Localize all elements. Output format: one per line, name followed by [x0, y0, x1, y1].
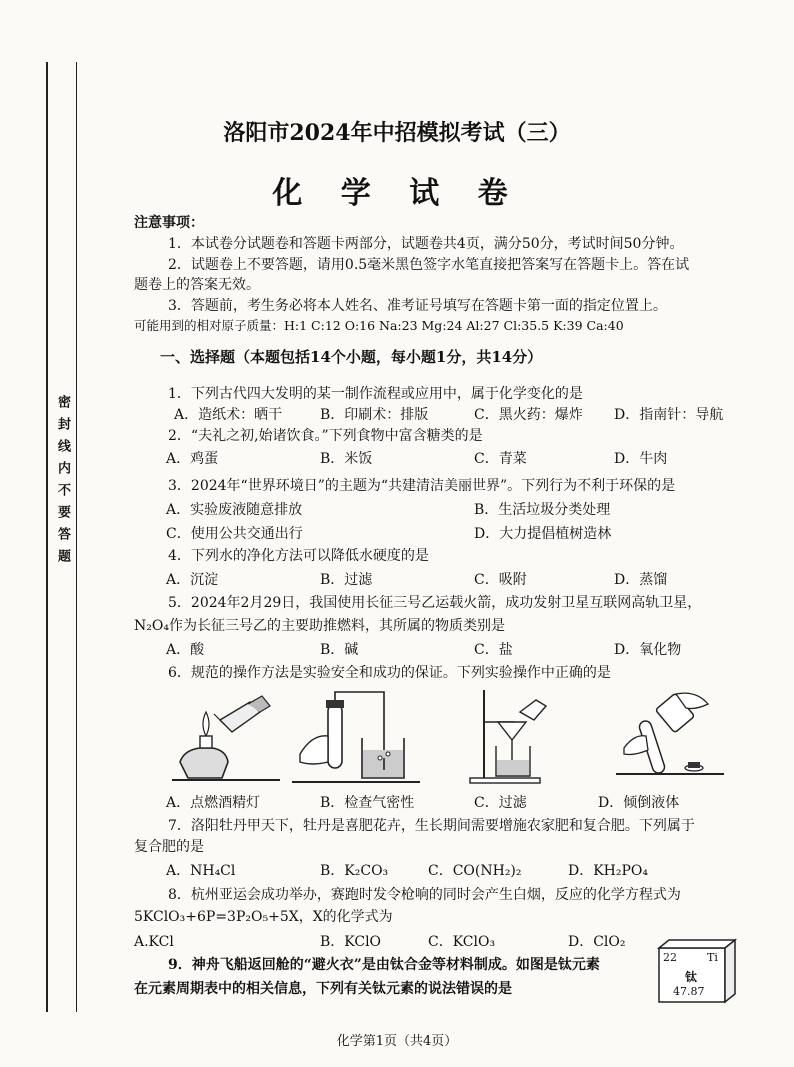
q3-option-b: B．生活垃圾分类处理: [474, 502, 611, 518]
q4-option-a: A．沉淀: [166, 572, 219, 588]
q2-stem: 2．“夫礼之初,始诸饮食。”下列食物中富含糖类的是: [168, 428, 483, 444]
q7-option-d: D．KH₂PO₄: [568, 863, 649, 879]
q8-option-d: D．ClO₂: [568, 934, 626, 950]
q1-option-b: B．印刷术：排版: [320, 407, 429, 423]
q7-stem-line1: 7．洛阳牡丹甲天下，牡丹是喜肥花卉，生长期间需要增施农家肥和复合肥。下列属于: [168, 818, 695, 834]
q8-stem-line2: 5KClO₃+6P=3P₂O₅+5X，X的化学式为: [134, 909, 393, 925]
q4-stem: 4．下列水的净化方法可以降低水硬度的是: [168, 548, 429, 564]
q5-option-d: D．氧化物: [614, 642, 682, 658]
q5-stem-line2: N₂O₄作为长征三号乙的主要助推燃料，其所属的物质类别是: [134, 618, 505, 634]
q8-option-c: C．KClO₃: [428, 934, 496, 950]
q6-option-c: C．过滤: [474, 795, 527, 811]
q2-option-c: C．青菜: [474, 451, 527, 467]
q1-option-c: C．黑火药：爆炸: [474, 407, 583, 423]
q5-option-a: A．酸: [166, 642, 205, 658]
exam-title: 洛阳市2024年中招模拟考试（三）: [223, 120, 571, 146]
figure-filtration: [462, 686, 562, 786]
binding-margin-notice: 密封线内不要答题: [55, 395, 70, 571]
q5-option-c: C．盐: [474, 642, 513, 658]
q5-stem-line1: 5．2024年2月29日，我国使用长征三号乙运载火箭，成功发射卫星互联网高轨卫星，: [168, 595, 702, 611]
q4-option-b: B．过滤: [320, 572, 373, 588]
figure-light-alcohol-lamp: [170, 690, 290, 786]
q6-option-a: A．点燃酒精灯: [166, 795, 261, 811]
q1-option-d: D．指南针：导航: [614, 407, 724, 423]
subject-title: 化 学 试 卷: [272, 176, 522, 211]
q7-option-b: B．K₂CO₃: [320, 863, 389, 879]
q7-stem-line2: 复合肥的是: [134, 839, 204, 855]
q9-stem-line1: 9．神舟飞船返回舱的“避火衣”是由钛合金等材料制成。如图是钛元素: [168, 957, 600, 973]
notice-item-3: 3．答题前，考生务必将本人姓名、准考证号填写在答题卡第一面的指定位置上。: [168, 298, 667, 314]
q2-option-b: B．米饭: [320, 451, 373, 467]
q4-option-d: D．蒸馏: [614, 572, 668, 588]
notice-item-1: 1．本试卷分试题卷和答题卡两部分，试题卷共4页，满分50分，考试时间50分钟。: [168, 236, 684, 252]
notice-item-2: 2．试题卷上不要答题，请用0.5毫米黑色签字水笔直接把答案写在答题卡上。答在试: [168, 257, 690, 273]
element-name: 钛: [685, 970, 698, 984]
q1-stem: 1．下列古代四大发明的某一制作流程或应用中，属于化学变化的是: [168, 386, 583, 402]
q7-option-c: C．CO(NH₂)₂: [428, 863, 522, 879]
section-heading: 一、选择题（本题包括14个小题，每小题1分，共14分）: [160, 348, 543, 366]
q5-option-b: B．碱: [320, 642, 359, 658]
q9-stem-line2: 在元素周期表中的相关信息，下列有关钛元素的说法错误的是: [134, 981, 512, 997]
q8-option-a: A.KCl: [134, 934, 174, 950]
q6-stem: 6．规范的操作方法是实验安全和成功的保证。下列实验操作中正确的是: [168, 665, 611, 681]
atomic-masses: 可能用到的相对原子质量：H:1 C:12 O:16 Na:23 Mg:24 Al:27 Cl:35.5 K:39 Ca:40: [134, 318, 624, 333]
notice-heading: 注意事项：: [134, 215, 204, 231]
element-symbol: Ti: [707, 951, 718, 964]
element-atomic-mass: 47.87: [673, 985, 705, 998]
notice-item-2-cont: 题卷上的答案无效。: [134, 277, 260, 293]
q1-option-a: A．造纸术：晒干: [174, 407, 283, 423]
q8-stem-line1: 8．杭州亚运会成功举办，赛跑时发令枪响的同时会产生白烟，反应的化学方程式为: [168, 887, 681, 903]
q7-option-a: A．NH₄Cl: [166, 863, 236, 879]
element-tile-titanium: [657, 938, 737, 1004]
element-atomic-number: 22: [663, 951, 677, 964]
q6-option-d: D．倾倒液体: [598, 795, 680, 811]
q4-option-c: C．吸附: [474, 572, 527, 588]
figure-check-airtightness: [292, 688, 422, 788]
q3-option-c: C．使用公共交通出行: [166, 526, 303, 542]
q2-option-d: D．牛肉: [614, 451, 668, 467]
q3-option-a: A．实验废液随意排放: [166, 502, 303, 518]
q8-option-b: B．KClO: [320, 934, 382, 950]
q3-option-d: D．大力提倡植树造林: [474, 526, 612, 542]
q6-option-b: B．检查气密性: [320, 795, 415, 811]
page-footer: 化学第1页（共4页）: [336, 1034, 458, 1049]
q3-stem: 3．2024年“世界环境日”的主题为“共建清洁美丽世界”。下列行为不利于环保的是: [168, 478, 676, 494]
q2-option-a: A．鸡蛋: [166, 451, 219, 467]
figure-pour-liquid: [616, 690, 726, 780]
